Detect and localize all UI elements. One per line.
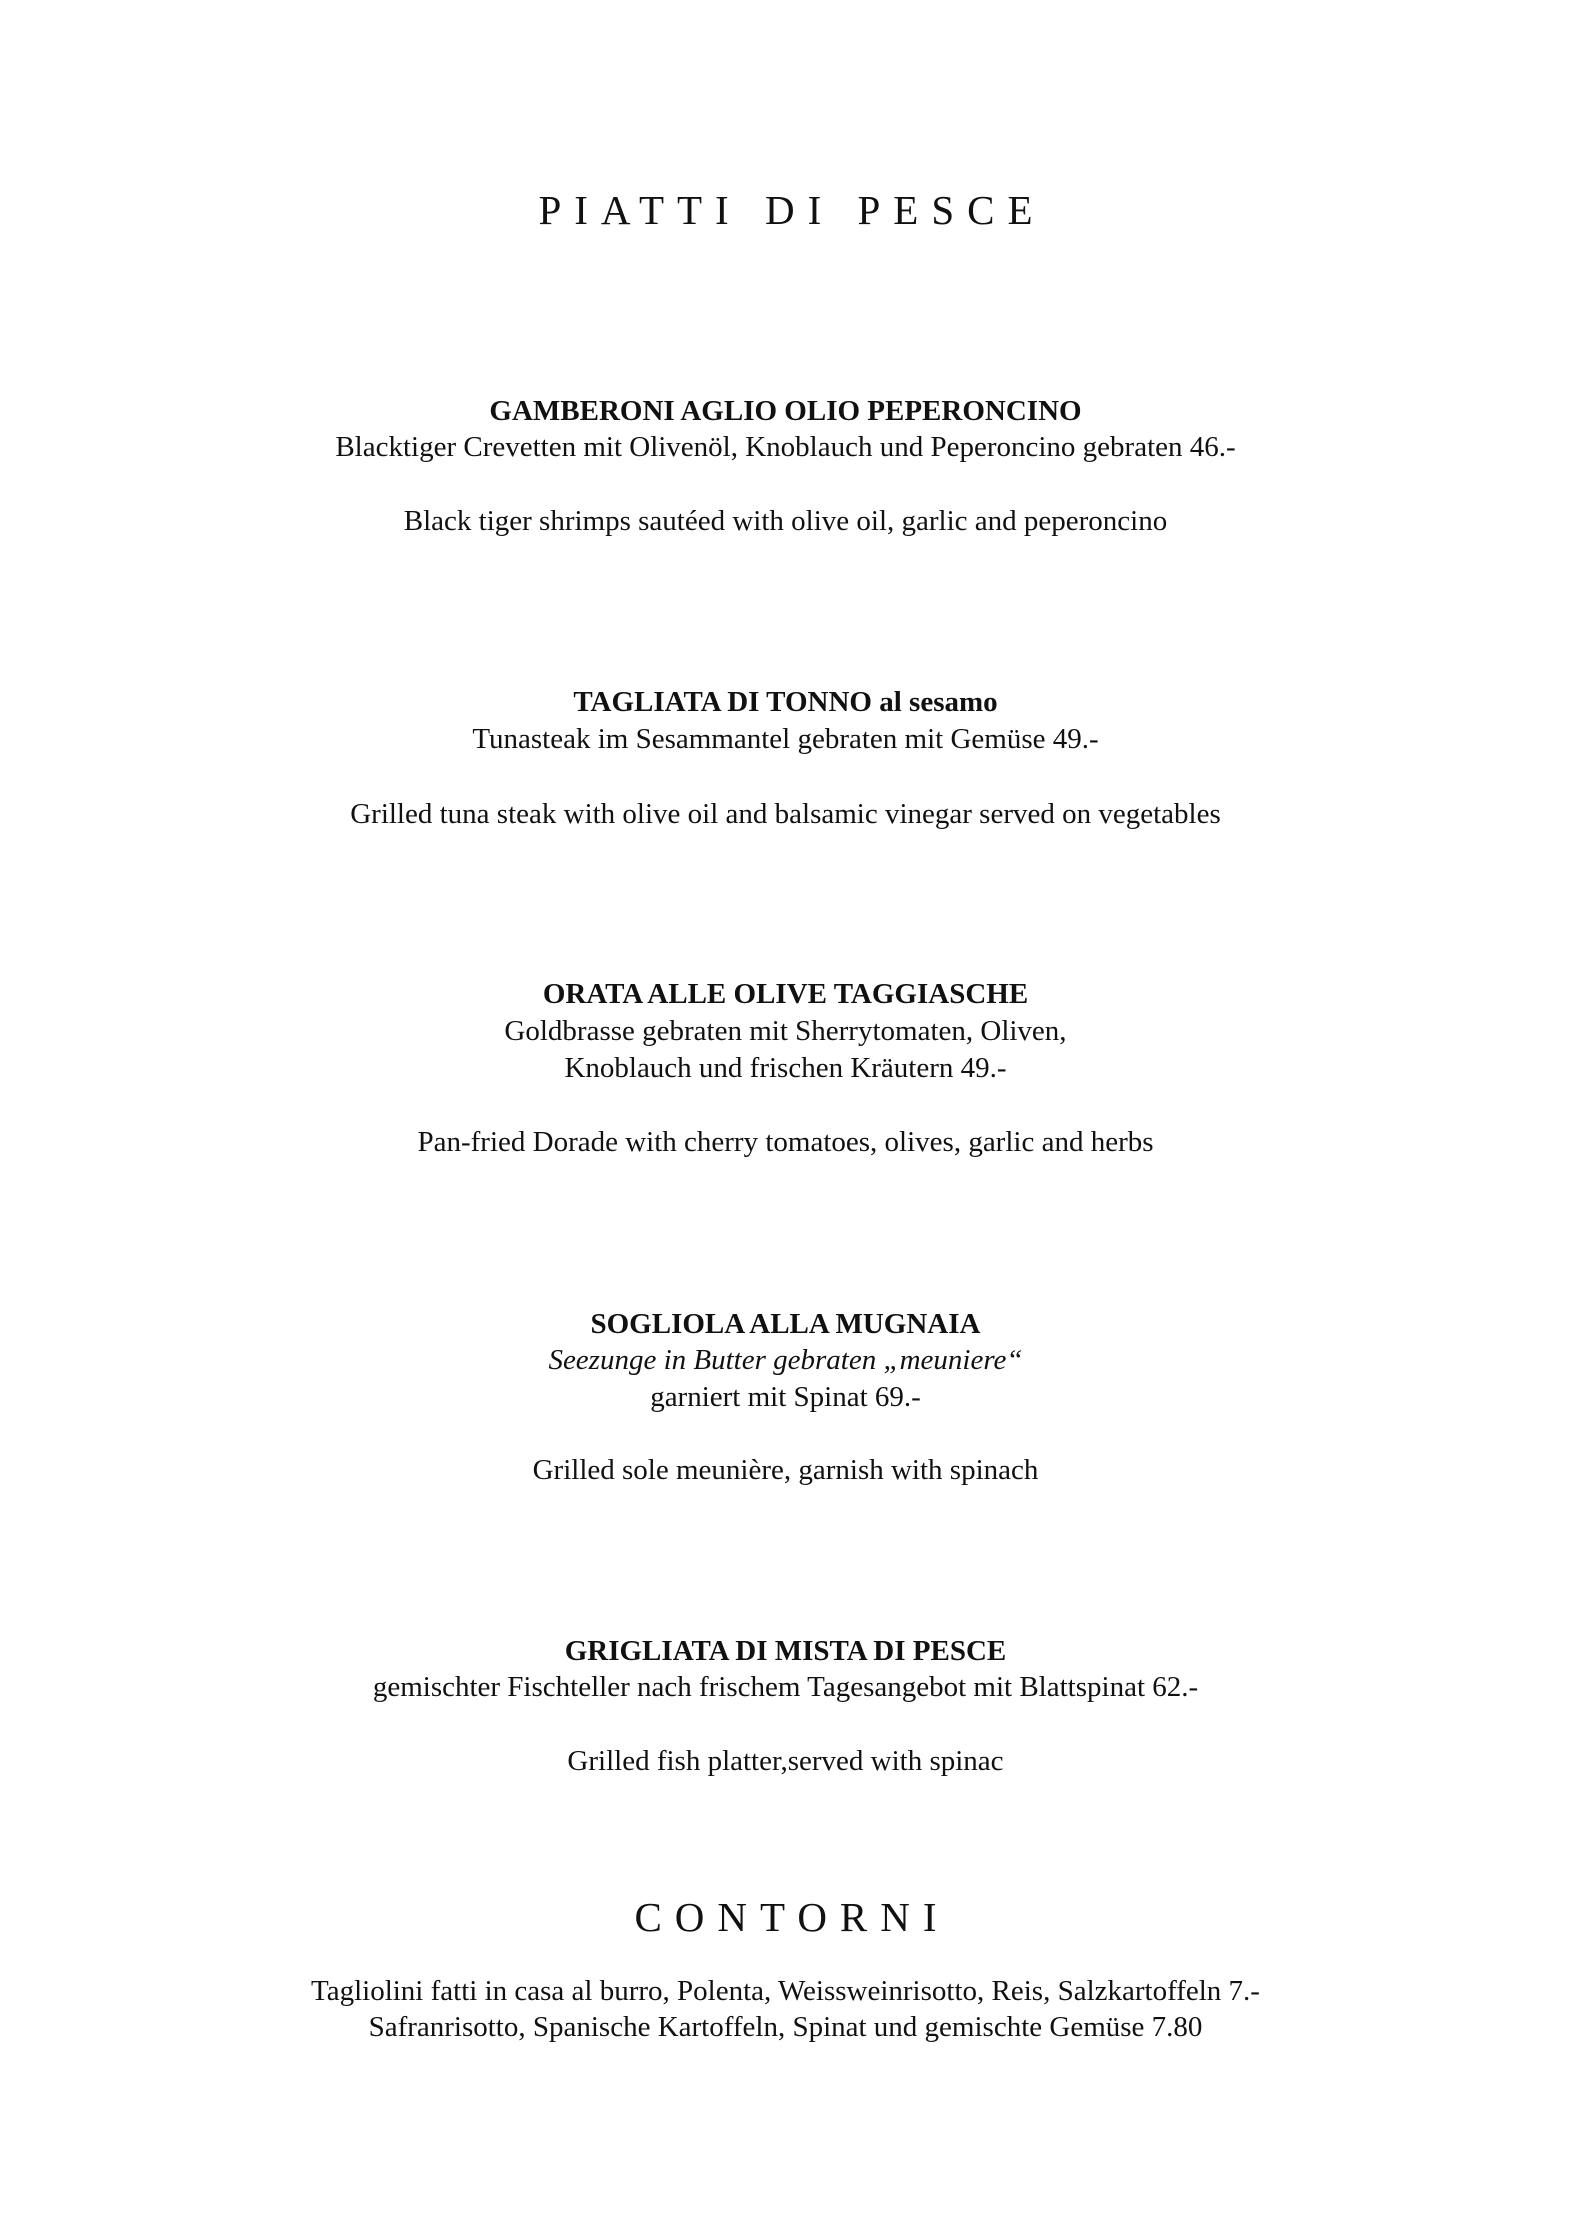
dish-description-english: Black tiger shrimps sautéed with olive oil, garlic and peperoncino	[403, 505, 1168, 537]
dish-description-german: garniert mit Spinat 69.-	[650, 1381, 921, 1413]
section-title: PIATTI DI PESCE	[538, 187, 1046, 233]
dish-description-german-italic: Seezunge in Butter gebraten „meuniere“	[548, 1344, 1023, 1376]
dish-name: GAMBERONI AGLIO OLIO PEPERONCINO	[489, 395, 1082, 427]
sides-title: CONTORNI	[634, 1894, 950, 1940]
dish-description-german: Knoblauch und frischen Kräutern 49.-	[564, 1052, 1007, 1084]
sides-list: Safranrisotto, Spanische Kartoffeln, Spinat und gemischte Gemüse 7.80	[368, 2011, 1203, 2043]
dish-description-english: Pan-fried Dorade with cherry tomatoes, olives, garlic and herbs	[417, 1126, 1154, 1158]
sides-list: Tagliolini fatti in casa al burro, Polenta, Weissweinrisotto, Reis, Salzkartoffeln 7.-	[311, 1975, 1260, 2007]
dish-description-english: Grilled sole meunière, garnish with spinach	[532, 1454, 1039, 1486]
dish-description-german: Tunasteak im Sesammantel gebraten mit Gemüse 49.-	[472, 723, 1099, 755]
dish-name: TAGLIATA DI TONNO al sesamo	[573, 686, 998, 718]
dish-description-german: Blacktiger Crevetten mit Olivenöl, Knoblauch und Peperoncino gebraten 46.-	[335, 431, 1236, 463]
dish-description-german: Goldbrasse gebraten mit Sherrytomaten, Oliven,	[504, 1015, 1067, 1047]
dish-name: GRIGLIATA DI MISTA DI PESCE	[564, 1635, 1007, 1667]
dish-name: ORATA ALLE OLIVE TAGGIASCHE	[542, 978, 1029, 1010]
dish-description-english: Grilled tuna steak with olive oil and balsamic vinegar served on vegetables	[350, 798, 1221, 830]
dish-description-english: Grilled fish platter,served with spinac	[567, 1745, 1004, 1777]
dish-description-german: gemischter Fischteller nach frischem Tagesangebot mit Blattspinat 62.-	[372, 1671, 1199, 1703]
dish-name: SOGLIOLA ALLA MUGNAIA	[590, 1308, 981, 1340]
